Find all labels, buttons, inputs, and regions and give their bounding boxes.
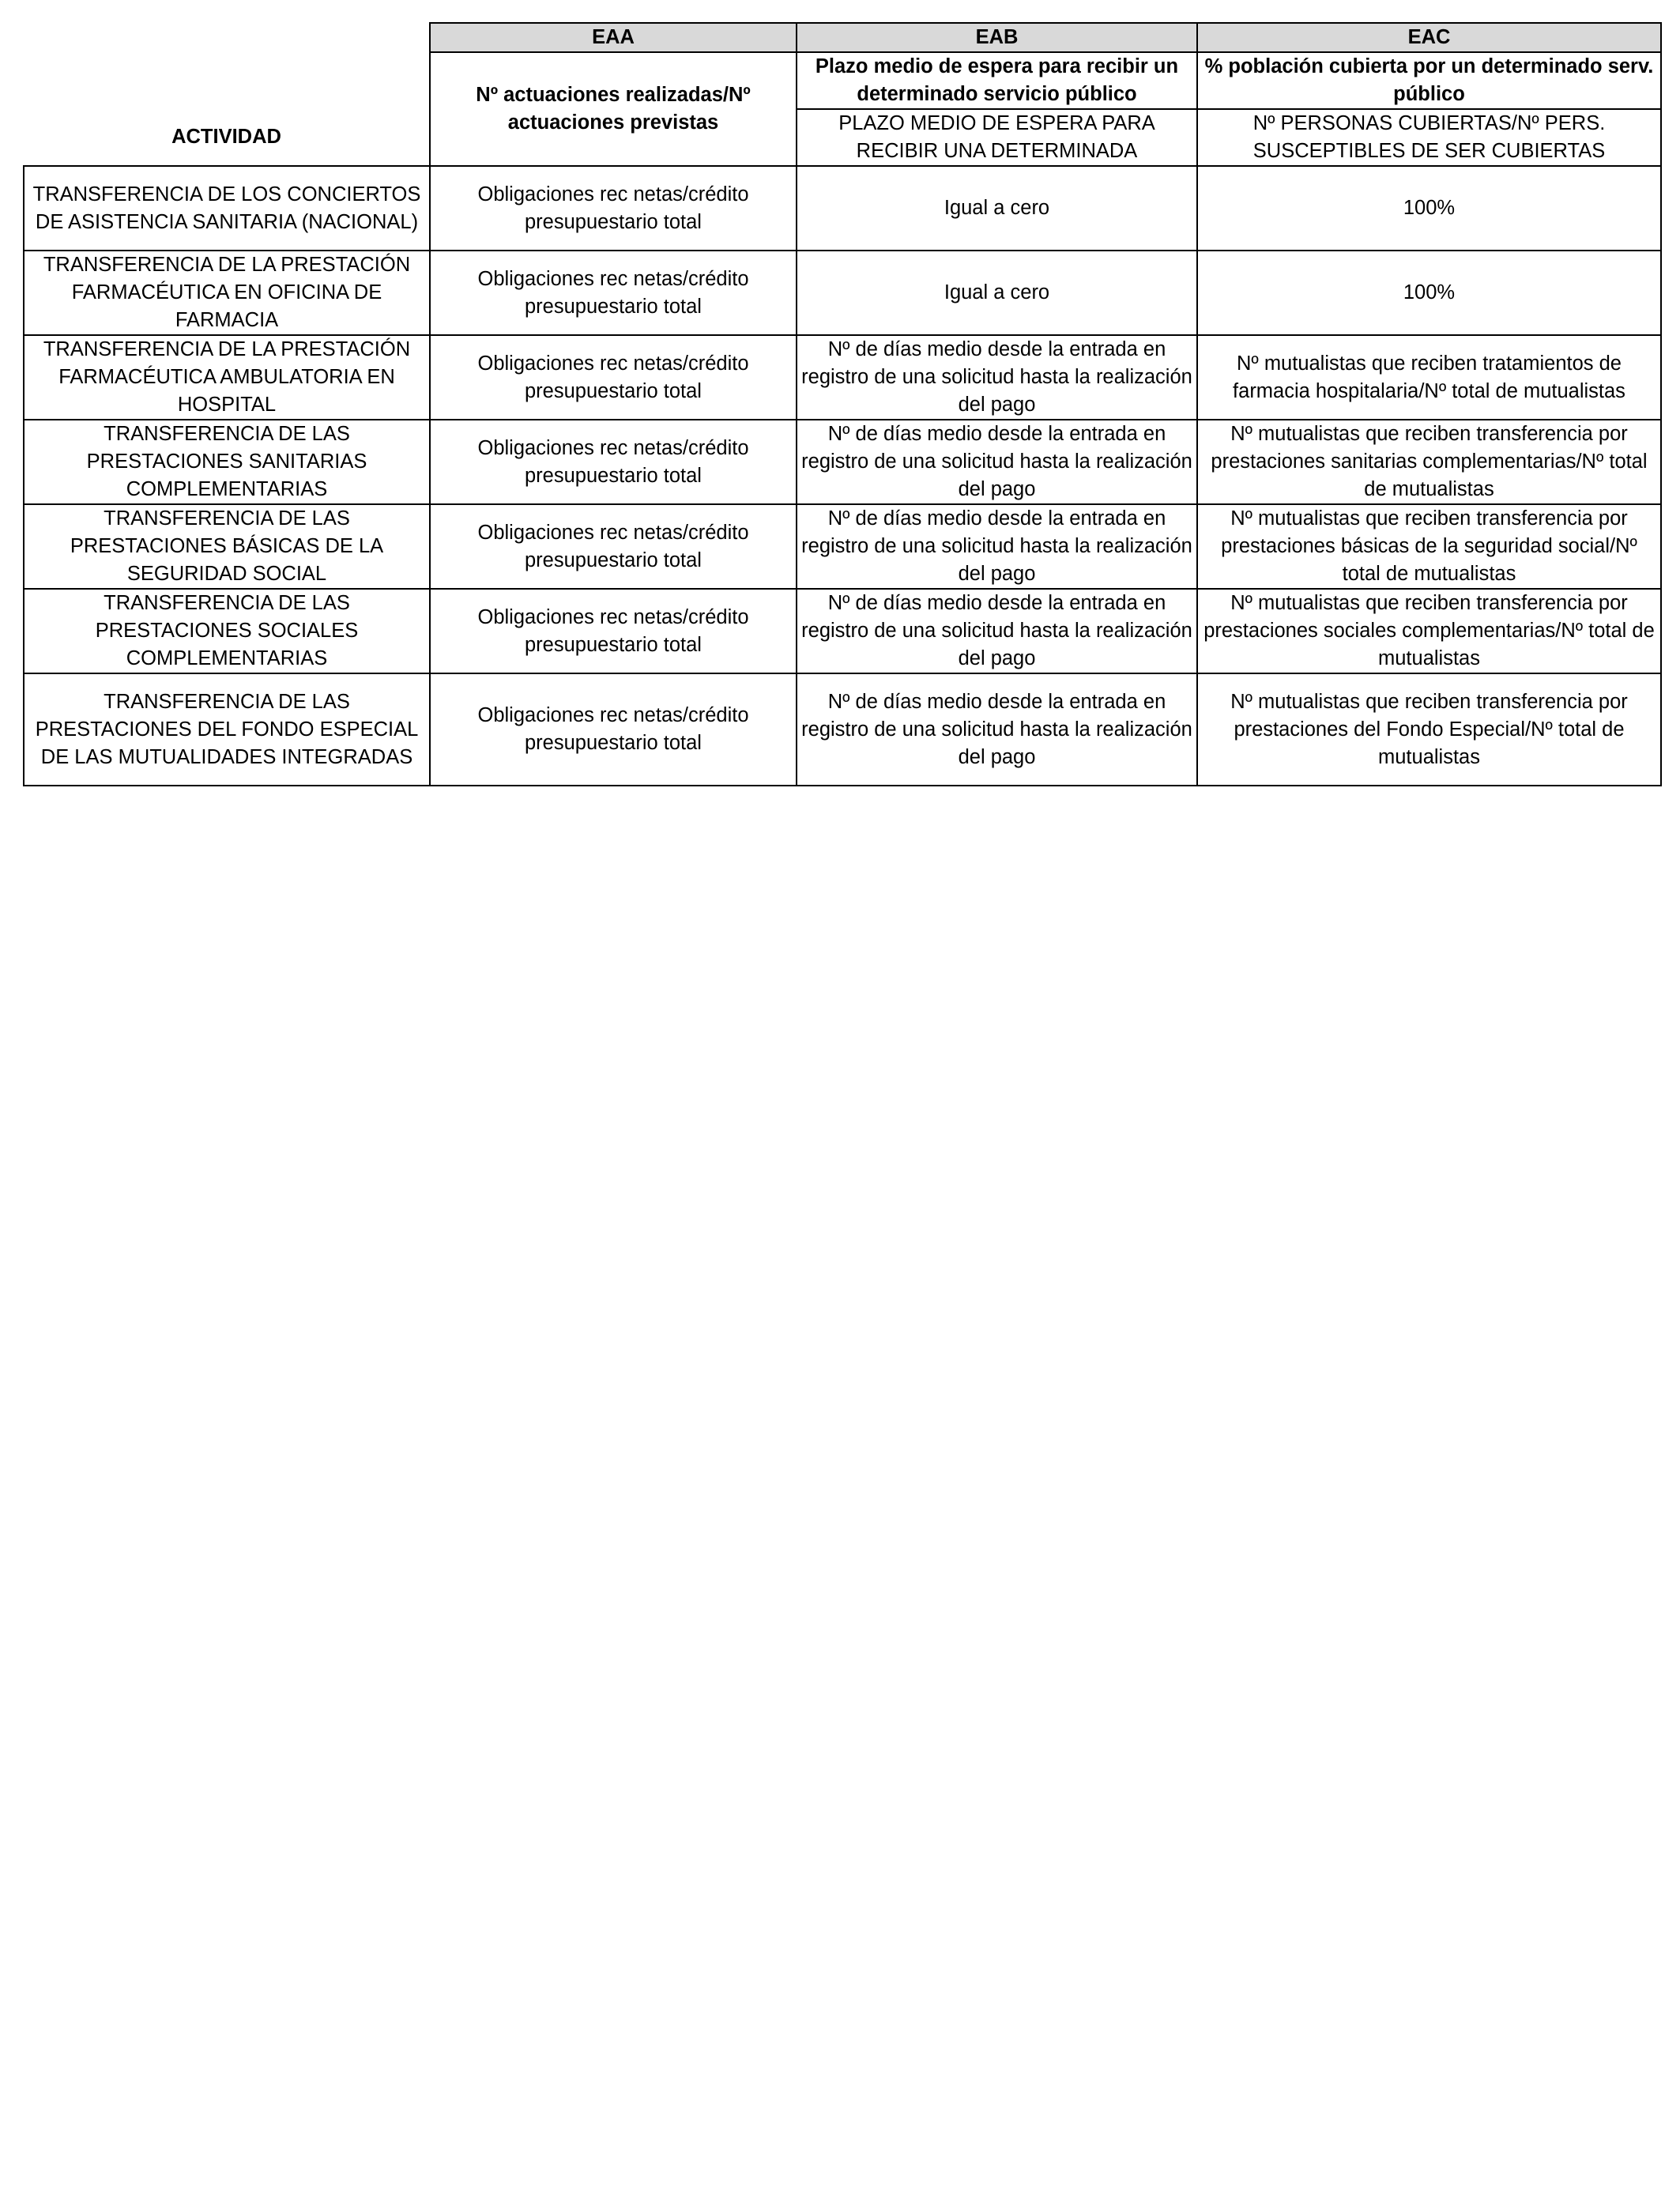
- header-code-eab: EAB: [797, 23, 1197, 52]
- table-row: [24, 504, 1661, 589]
- eaa-cell: Obligaciones rec netas/crédito presupuestario total: [430, 166, 797, 251]
- eac-cell: Nº mutualistas que reciben transferencia por prestaciones sanitarias complementarias/Nº total de mutualistas: [1197, 420, 1661, 504]
- activity-cell: TRANSFERENCIA DE LOS CONCIERTOS DE ASISTENCIA SANITARIA (NACIONAL): [24, 166, 430, 251]
- activity-cell: TRANSFERENCIA DE LA PRESTACIÓN FARMACÉUTICA EN OFICINA DE FARMACIA: [24, 251, 430, 335]
- actividad-column-header: ACTIVIDAD: [24, 109, 430, 166]
- eaa-cell: Obligaciones rec netas/crédito presupuestario total: [430, 589, 797, 673]
- header-indicator-eac: % población cubierta por un determinado serv. público: [1197, 52, 1661, 109]
- eac-cell: Nº mutualistas que reciben transferencia por prestaciones sociales complementarias/Nº total de mutualistas: [1197, 589, 1661, 673]
- table-row: [24, 166, 1661, 251]
- eac-cell: Nº mutualistas que reciben transferencia por prestaciones básicas de la seguridad social/Nº total de mutualistas: [1197, 504, 1661, 589]
- header-names-row: [24, 52, 1661, 109]
- indicators-table: [23, 22, 1662, 786]
- eab-cell: Nº de días medio desde la entrada en registro de una solicitud hasta la realización del pago: [797, 420, 1197, 504]
- header-blank-cell: [24, 23, 430, 52]
- header-indicator-eaa: Nº actuaciones realizadas/Nº actuaciones previstas: [430, 52, 797, 166]
- eab-cell: Igual a cero: [797, 251, 1197, 335]
- eab-cell: Nº de días medio desde la entrada en registro de una solicitud hasta la realización del pago: [797, 589, 1197, 673]
- eaa-cell: Obligaciones rec netas/crédito presupuestario total: [430, 251, 797, 335]
- header-code-eac: EAC: [1197, 23, 1661, 52]
- activity-cell: TRANSFERENCIA DE LA PRESTACIÓN FARMACÉUTICA AMBULATORIA EN HOSPITAL: [24, 335, 430, 420]
- table-row: [24, 335, 1661, 420]
- eaa-cell: Obligaciones rec netas/crédito presupuestario total: [430, 504, 797, 589]
- table-row: [24, 420, 1661, 504]
- eab-cell: Nº de días medio desde la entrada en registro de una solicitud hasta la realización del pago: [797, 335, 1197, 420]
- table-row: [24, 673, 1661, 786]
- table-row: [24, 251, 1661, 335]
- header-blank-cell-2: [24, 52, 430, 109]
- activity-cell: TRANSFERENCIA DE LAS PRESTACIONES SANITARIAS COMPLEMENTARIAS: [24, 420, 430, 504]
- eac-cell: Nº mutualistas que reciben transferencia por prestaciones del Fondo Especial/Nº total de mutualistas: [1197, 673, 1661, 786]
- header-code-eaa: EAA: [430, 23, 797, 52]
- eaa-cell: Obligaciones rec netas/crédito presupuestario total: [430, 420, 797, 504]
- activity-cell: TRANSFERENCIA DE LAS PRESTACIONES BÁSICAS DE LA SEGURIDAD SOCIAL: [24, 504, 430, 589]
- eab-cell: Igual a cero: [797, 166, 1197, 251]
- header-formula-eac: Nº PERSONAS CUBIERTAS/Nº PERS. SUSCEPTIBLES DE SER CUBIERTAS: [1197, 109, 1661, 166]
- header-codes-row: [24, 23, 1661, 52]
- activity-cell: TRANSFERENCIA DE LAS PRESTACIONES DEL FONDO ESPECIAL DE LAS MUTUALIDADES INTEGRADAS: [24, 673, 430, 786]
- activity-cell: TRANSFERENCIA DE LAS PRESTACIONES SOCIALES COMPLEMENTARIAS: [24, 589, 430, 673]
- eac-cell: Nº mutualistas que reciben tratamientos de farmacia hospitalaria/Nº total de mutualistas: [1197, 335, 1661, 420]
- header-formula-row: [24, 109, 1661, 166]
- eaa-cell: Obligaciones rec netas/crédito presupuestario total: [430, 673, 797, 786]
- eac-cell: 100%: [1197, 251, 1661, 335]
- eab-cell: Nº de días medio desde la entrada en registro de una solicitud hasta la realización del pago: [797, 504, 1197, 589]
- eab-cell: Nº de días medio desde la entrada en registro de una solicitud hasta la realización del pago: [797, 673, 1197, 786]
- table-row: [24, 589, 1661, 673]
- header-indicator-eab: Plazo medio de espera para recibir un determinado servicio público: [797, 52, 1197, 109]
- eac-cell: 100%: [1197, 166, 1661, 251]
- eaa-cell: Obligaciones rec netas/crédito presupuestario total: [430, 335, 797, 420]
- header-formula-eab: PLAZO MEDIO DE ESPERA PARA RECIBIR UNA DETERMINADA: [797, 109, 1197, 166]
